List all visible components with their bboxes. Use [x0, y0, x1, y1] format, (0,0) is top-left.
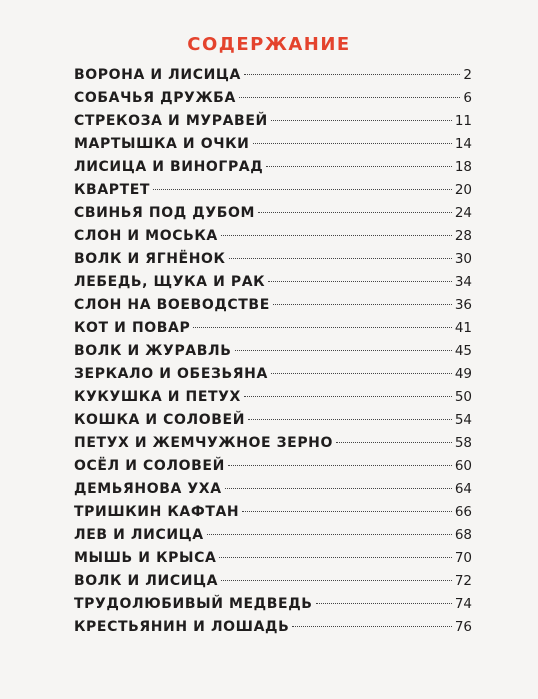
dot-leader	[248, 419, 452, 420]
toc-entry-title: ДЕМЬЯНОВА УХА	[74, 481, 222, 497]
toc-entry	[74, 593, 472, 616]
toc-entry-page-number: 6	[463, 90, 472, 106]
table-of-contents	[74, 64, 472, 639]
toc-entry-page-number: 72	[454, 573, 472, 589]
toc-entry-page-number: 68	[454, 527, 472, 543]
toc-entry-page-number: 30	[454, 251, 472, 267]
toc-entry-title: ВОЛК И ЖУРАВЛЬ	[74, 343, 232, 359]
toc-entry-title: ТРУДОЛЮБИВЫЙ МЕДВЕДЬ	[74, 596, 313, 612]
toc-entry-title: СЛОН НА ВОЕВОДСТВЕ	[74, 297, 270, 313]
toc-entry	[74, 478, 472, 501]
toc-entry-title: КОТ И ПОВАР	[74, 320, 191, 336]
toc-entry	[74, 110, 472, 133]
toc-entry-page-number: 14	[454, 136, 472, 152]
dot-leader	[228, 465, 452, 466]
toc-entry	[74, 294, 472, 317]
dot-leader	[207, 534, 452, 535]
toc-entry-title: ЗЕРКАЛО И ОБЕЗЬЯНА	[74, 366, 268, 382]
toc-entry	[74, 248, 472, 271]
toc-entry-title: СТРЕКОЗА И МУРАВЕЙ	[74, 113, 268, 129]
toc-entry-page-number: 18	[454, 159, 472, 175]
toc-entry-title: ЛИСИЦА И ВИНОГРАД	[74, 159, 264, 175]
dot-leader	[193, 327, 451, 328]
toc-entry-page-number: 28	[454, 228, 472, 244]
toc-entry-title: СОБАЧЬЯ ДРУЖБА	[74, 90, 236, 106]
toc-entry-page-number: 11	[454, 113, 472, 129]
dot-leader	[242, 511, 452, 512]
toc-entry-title: СЛОН И МОСЬКА	[74, 228, 218, 244]
toc-entry-page-number: 45	[454, 343, 472, 359]
toc-entry-title: СВИНЬЯ ПОД ДУБОМ	[74, 205, 256, 221]
dot-leader	[239, 97, 461, 98]
dot-leader	[292, 626, 451, 627]
dot-leader	[336, 442, 452, 443]
toc-entry-title: ЛЕБЕДЬ, ЩУКА И РАК	[74, 274, 266, 290]
toc-entry-title: МЫШЬ И КРЫСА	[74, 550, 217, 566]
toc-entry-page-number: 36	[454, 297, 472, 313]
toc-entry	[74, 432, 472, 455]
dot-leader	[221, 580, 452, 581]
toc-entry	[74, 386, 472, 409]
toc-entry-title: ВОЛК И ЯГНЁНОК	[74, 251, 226, 267]
toc-entry-page-number: 50	[454, 389, 472, 405]
toc-entry-page-number: 2	[463, 67, 472, 83]
toc-entry	[74, 501, 472, 524]
dot-leader	[266, 166, 451, 167]
dot-leader	[235, 350, 452, 351]
toc-entry	[74, 202, 472, 225]
dot-leader	[153, 189, 452, 190]
toc-entry-title: КВАРТЕТ	[74, 182, 151, 198]
dot-leader	[229, 258, 452, 259]
toc-entry	[74, 455, 472, 478]
toc-entry-title: ТРИШКИН КАФТАН	[74, 504, 240, 520]
dot-leader	[316, 603, 452, 604]
toc-entry-title: ЛЕВ И ЛИСИЦА	[74, 527, 204, 543]
toc-entry-page-number: 60	[454, 458, 472, 474]
dot-leader	[244, 396, 452, 397]
toc-entry	[74, 133, 472, 156]
dot-leader	[273, 304, 452, 305]
toc-entry	[74, 271, 472, 294]
toc-entry-title: ВОРОНА И ЛИСИЦА	[74, 67, 241, 83]
toc-entry	[74, 570, 472, 593]
toc-entry-page-number: 66	[454, 504, 472, 520]
toc-entry-page-number: 54	[454, 412, 472, 428]
dot-leader	[253, 143, 452, 144]
toc-entry-title: ВОЛК И ЛИСИЦА	[74, 573, 219, 589]
toc-entry-page-number: 34	[454, 274, 472, 290]
dot-leader	[225, 488, 452, 489]
dot-leader	[271, 120, 452, 121]
dot-leader	[268, 281, 452, 282]
dot-leader	[244, 74, 460, 75]
toc-entry-page-number: 74	[454, 596, 472, 612]
toc-entry	[74, 363, 472, 386]
toc-entry-title: КРЕСТЬЯНИН И ЛОШАДЬ	[74, 619, 290, 635]
toc-entry-title: КОШКА И СОЛОВЕЙ	[74, 412, 246, 428]
toc-entry-page-number: 41	[454, 320, 472, 336]
toc-entry-page-number: 58	[454, 435, 472, 451]
dot-leader	[221, 235, 452, 236]
toc-entry-page-number: 24	[454, 205, 472, 221]
toc-entry	[74, 547, 472, 570]
toc-entry	[74, 179, 472, 202]
toc-entry-page-number: 20	[454, 182, 472, 198]
toc-entry	[74, 64, 472, 87]
dot-leader	[271, 373, 452, 374]
dot-leader	[258, 212, 452, 213]
toc-entry	[74, 317, 472, 340]
toc-entry	[74, 524, 472, 547]
toc-entry	[74, 87, 472, 110]
toc-entry	[74, 409, 472, 432]
toc-entry-page-number: 64	[454, 481, 472, 497]
toc-entry	[74, 340, 472, 363]
toc-entry-title: МАРТЫШКА И ОЧКИ	[74, 136, 250, 152]
page-title: СОДЕРЖАНИЕ	[187, 34, 351, 55]
toc-entry-title: ОСЁЛ И СОЛОВЕЙ	[74, 458, 225, 474]
toc-entry-page-number: 49	[454, 366, 472, 382]
toc-entry	[74, 156, 472, 179]
toc-entry	[74, 225, 472, 248]
dot-leader	[219, 557, 451, 558]
toc-entry-title: ПЕТУХ И ЖЕМЧУЖНОЕ ЗЕРНО	[74, 435, 334, 451]
toc-entry-title: КУКУШКА И ПЕТУХ	[74, 389, 241, 405]
toc-entry	[74, 616, 472, 639]
toc-entry-page-number: 76	[454, 619, 472, 635]
toc-entry-page-number: 70	[454, 550, 472, 566]
